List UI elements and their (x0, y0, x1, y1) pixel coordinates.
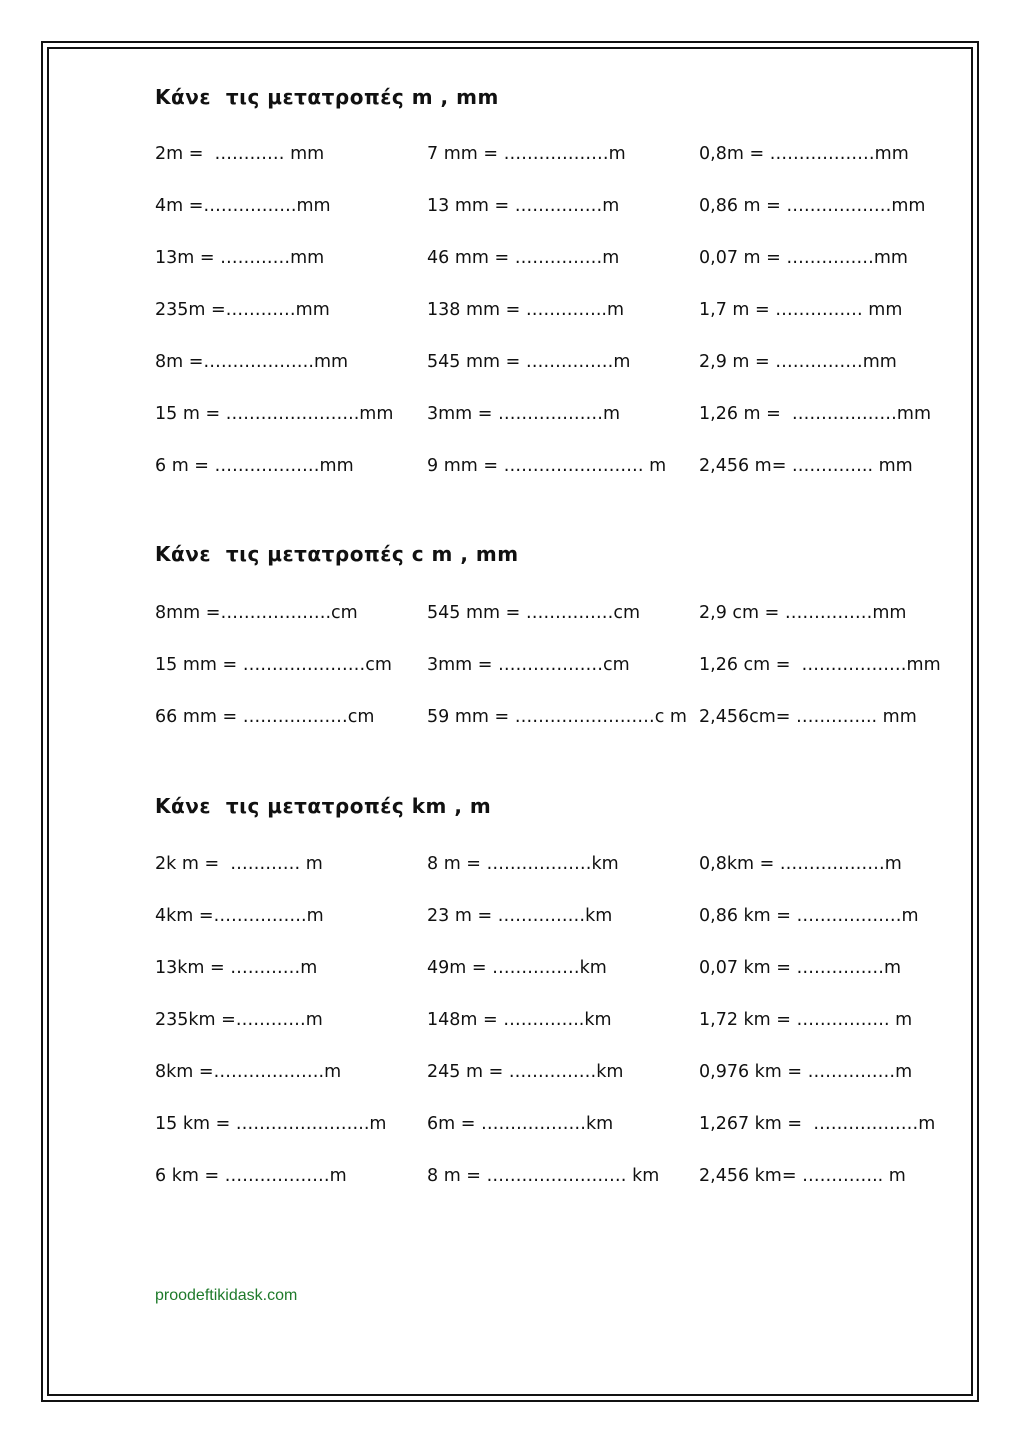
conversion-exercise: 8 m = ………………km (427, 854, 619, 874)
section-title-cm-mm: Κάνε τις μετατροπές c m , mm (155, 542, 519, 566)
exercise-row (155, 953, 955, 1005)
conversion-exercise: 1,7 m = …………… mm (699, 300, 903, 320)
exercise-row (155, 1057, 955, 1109)
conversion-exercise: 148m = …………..km (427, 1010, 612, 1030)
conversion-exercise: 6 km = ………………m (155, 1166, 347, 1186)
conversion-exercise: 2,456cm= ………….. mm (699, 707, 917, 727)
exercise-grid-m-mm (155, 139, 955, 503)
conversion-exercise: 15 mm = …………………cm (155, 655, 392, 675)
exercise-grid-km-m (155, 849, 955, 1213)
exercise-row (155, 295, 955, 347)
conversion-exercise: 3mm = ………………m (427, 404, 621, 424)
conversion-exercise: 0,86 m = ………………mm (699, 196, 926, 216)
conversion-exercise: 0,07 m = ……………mm (699, 248, 908, 268)
exercise-row (155, 451, 955, 503)
section-title-m-mm: Κάνε τις μετατροπές m , mm (155, 85, 499, 109)
exercise-row (155, 598, 955, 650)
conversion-exercise: 1,72 km = ……………. m (699, 1010, 913, 1030)
conversion-exercise: 15 m = …………………..mm (155, 404, 394, 424)
conversion-exercise: 2,456 m= ………….. mm (699, 456, 913, 476)
conversion-exercise: 0,976 km = ……………m (699, 1062, 913, 1082)
exercise-row (155, 139, 955, 191)
conversion-exercise: 9 mm = …………………… m (427, 456, 667, 476)
exercise-row (155, 1109, 955, 1161)
conversion-exercise: 235m =…………mm (155, 300, 330, 320)
conversion-exercise: 545 mm = ……………cm (427, 603, 641, 623)
exercise-row (155, 347, 955, 399)
conversion-exercise: 2,9 m = ……………mm (699, 352, 897, 372)
footer-website: proodeftikidask.com (155, 1287, 298, 1304)
conversion-exercise: 2m = ………… mm (155, 144, 325, 164)
exercise-row (155, 399, 955, 451)
conversion-exercise: 545 mm = ……………m (427, 352, 631, 372)
conversion-exercise: 15 km = …………………..m (155, 1114, 387, 1134)
conversion-exercise: 8m =……………….mm (155, 352, 349, 372)
conversion-exercise: 0,8m = ………………mm (699, 144, 909, 164)
conversion-exercise: 245 m = ……………km (427, 1062, 624, 1082)
conversion-exercise: 1,26 cm = ………………mm (699, 655, 941, 675)
conversion-exercise: 49m = ……………km (427, 958, 607, 978)
conversion-exercise: 0,07 km = ……………m (699, 958, 902, 978)
conversion-exercise: 59 mm = ……………………c m (427, 707, 687, 727)
conversion-exercise: 1,267 km = ………………m (699, 1114, 936, 1134)
conversion-exercise: 6 m = ………………mm (155, 456, 354, 476)
conversion-exercise: 8mm =……………….cm (155, 603, 358, 623)
exercise-row (155, 650, 955, 702)
conversion-exercise: 2,9 cm = ……………mm (699, 603, 907, 623)
conversion-exercise: 138 mm = …………..m (427, 300, 625, 320)
conversion-exercise: 7 mm = ………………m (427, 144, 626, 164)
conversion-exercise: 1,26 m = ………………mm (699, 404, 932, 424)
conversion-exercise: 0,8km = ………………m (699, 854, 902, 874)
conversion-exercise: 4km =…………….m (155, 906, 324, 926)
conversion-exercise: 13 mm = ……………m (427, 196, 620, 216)
exercise-row (155, 1005, 955, 1057)
conversion-exercise: 66 mm = ………………cm (155, 707, 375, 727)
conversion-exercise: 3mm = ………………cm (427, 655, 630, 675)
conversion-exercise: 8 m = …………………… km (427, 1166, 660, 1186)
exercise-row (155, 901, 955, 953)
exercise-row (155, 702, 955, 754)
conversion-exercise: 13m = …………mm (155, 248, 325, 268)
conversion-exercise: 8km =……………….m (155, 1062, 342, 1082)
conversion-exercise: 2,456 km= ………….. m (699, 1166, 906, 1186)
exercise-row (155, 849, 955, 901)
conversion-exercise: 23 m = ……………km (427, 906, 613, 926)
exercise-grid-cm-mm (155, 598, 955, 754)
exercise-row (155, 191, 955, 243)
conversion-exercise: 6m = ………………km (427, 1114, 614, 1134)
conversion-exercise: 4m =…………….mm (155, 196, 331, 216)
conversion-exercise: 46 mm = ……………m (427, 248, 620, 268)
conversion-exercise: 2k m = ………… m (155, 854, 323, 874)
conversion-exercise: 0,86 km = ………………m (699, 906, 919, 926)
conversion-exercise: 13km = …………m (155, 958, 318, 978)
exercise-row (155, 1161, 955, 1213)
conversion-exercise: 235km =…………m (155, 1010, 323, 1030)
exercise-row (155, 243, 955, 295)
section-title-km-m: Κάνε τις μετατροπές km , m (155, 794, 492, 818)
